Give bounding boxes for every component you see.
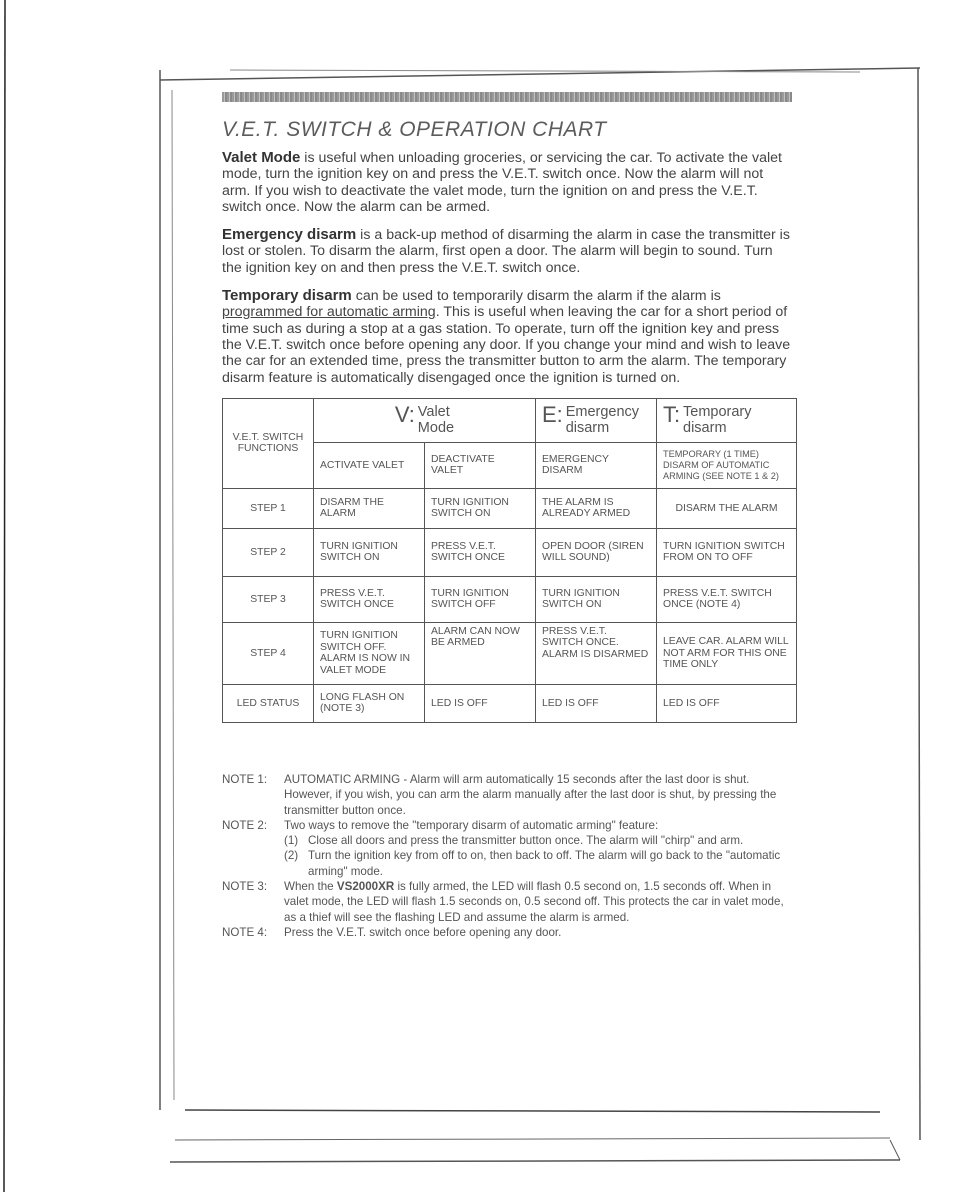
table-row: STEP 3 PRESS V.E.T. SWITCH ONCE TURN IGNITION SWITCH OFF TURN IGNITION SWITCH ON PRESS V.E.T. SWITCH ONCE (NOTE 4) [223, 576, 797, 622]
subhead-temporary-disarm: TEMPORARY (1 TIME) DISARM OF AUTOMATIC ARMING (SEE NOTE 1 & 2) [657, 442, 797, 488]
notes-section [222, 772, 794, 940]
note-4: NOTE 4: Press the V.E.T. switch once before opening any door. [222, 925, 562, 939]
table-row: STEP 1 DISARM THE ALARM TURN IGNITION SWITCH ON THE ALARM IS ALREADY ARMED DISARM THE ALARM [223, 488, 797, 528]
note-3: NOTE 3: When the VS2000XR is fully armed, the LED will flash 0.5 second on, 1.5 seconds off. When in valet mode, the LED will flash 1.5 seconds on, 0.5 second off. This protects the car in valet mode, as a thief will see the flashing LED and assume the alarm is armed. [222, 880, 784, 924]
valet-mode-term: Valet Mode [222, 149, 301, 166]
emergency-disarm-term: Emergency disarm [222, 226, 357, 244]
model-number: VS2000XR [336, 880, 395, 894]
note-2-item-2: (2) Turn the ignition key from off to on, then back to off. The alarm will go back to the "automatic arming" mode. [284, 849, 781, 878]
subhead-deactivate-valet: DEACTIVATE VALET [425, 442, 536, 488]
table-row: STEP 4 TURN IGNITION SWITCH OFF. ALARM IS NOW IN VALET MODE ALARM CAN NOW BE ARMED PRESS V.E.T. SWITCH ONCE. ALARM IS DISARMED LEAVE CAR. ALARM WILL NOT ARM FOR THIS ONE TIME ONLY [223, 622, 797, 684]
temporary-disarm-term: Temporary disarm [222, 287, 352, 305]
note-2-item-1: (1) Close all doors and press the transmitter button once. The alarm will "chirp" and arm. [284, 834, 744, 848]
operation-chart [222, 398, 797, 723]
temporary-disarm-header: T: Temporary disarm [657, 398, 797, 442]
emergency-disarm-header: E: Emergency disarm [536, 398, 657, 442]
note-1: NOTE 1: AUTOMATIC ARMING - Alarm will arm automatically 15 seconds after the last door is shut. However, if you wish, you can arm the alarm manually after the last door is shut, by pressing the transmitter button once. [222, 773, 777, 817]
valet-mode-header: V: Valet Mode [314, 398, 536, 442]
valet-mode-paragraph: Valet Mode is useful when unloading groceries, or servicing the car. To activate the valet mode, turn the ignition key on and press the V.E.T. switch once. Now the alarm will not arm. If you wish to deactivate the valet mode, turn the ignition on and press the V.E.T. switch once. Now the alarm can be armed. [222, 149, 782, 215]
page-title: V.E.T. SWITCH & OPERATION CHART [222, 118, 607, 141]
subhead-emergency-disarm: EMERGENCY DISARM [536, 442, 657, 488]
table-row: LED STATUS LONG FLASH ON (NOTE 3) LED IS OFF LED IS OFF LED IS OFF [223, 684, 797, 722]
table-corner-label: V.E.T. SWITCH FUNCTIONS [223, 398, 314, 488]
table-row: STEP 2 TURN IGNITION SWITCH ON PRESS V.E.T. SWITCH ONCE OPEN DOOR (SIREN WILL SOUND) TURN IGNITION SWITCH FROM ON TO OFF [223, 528, 797, 576]
subhead-activate-valet: ACTIVATE VALET [314, 442, 425, 488]
temporary-disarm-paragraph: Temporary disarm can be used to temporarily disarm the alarm if the alarm is programmed for automatic arming. This is useful when leaving the car for a short period of time such as during a stop at a gas station. To operate, turn off the ignition key and press the V.E.T. switch once before opening any door. If you change your mind and wish to leave the car for an extended time, press the transmitter button to arm the alarm. The temporary disarm feature is automatically disengaged once the ignition is turned on. [222, 287, 791, 386]
header-bar [222, 92, 792, 102]
emergency-disarm-paragraph: Emergency disarm is a back-up method of disarming the alarm in case the transmitter is lost or stolen. To disarm the alarm, first open a door. The alarm will begin to sound. Turn the ignition key on and then press the V.E.T. switch once. [222, 226, 790, 276]
document-body [222, 118, 794, 723]
note-2: NOTE 2: Two ways to remove the "temporary disarm of automatic arming" feature: (1) Close all doors and press the transmitter button once. The alarm will "chirp" and arm. (2) Turn the ignition key from off to on, then back to off. The alarm will go back to the "automatic arming" mode. [222, 818, 794, 879]
